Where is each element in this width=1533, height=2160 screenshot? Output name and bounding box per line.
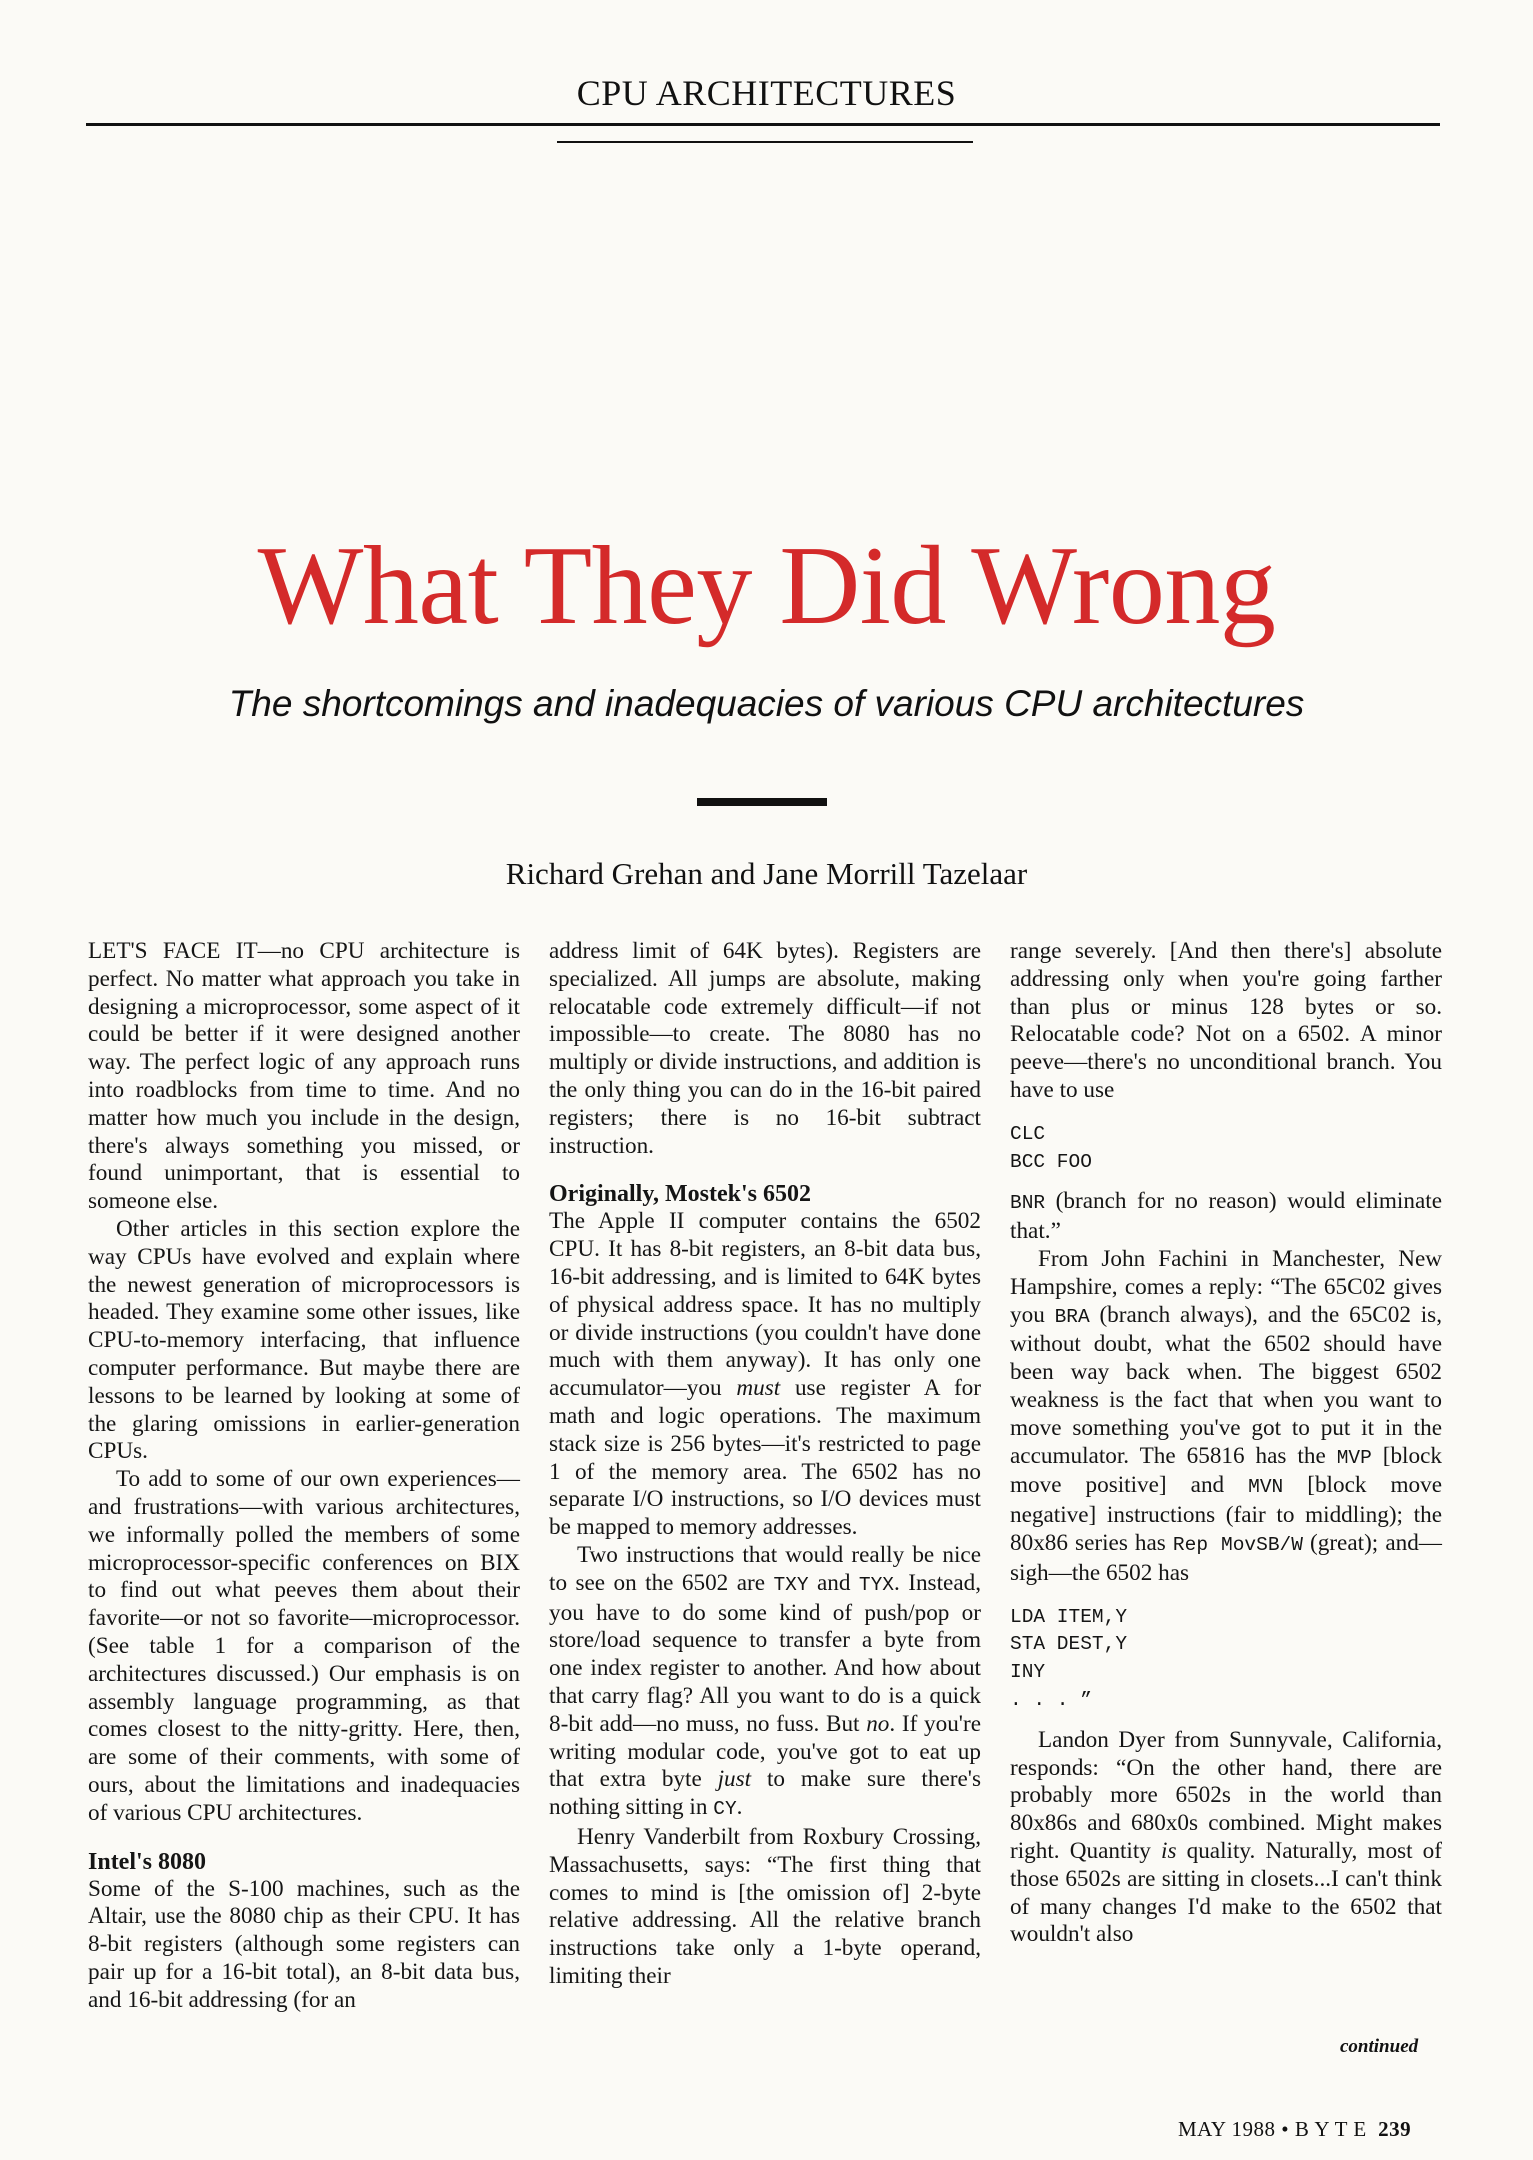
section-title: CPU ARCHITECTURES [576,73,957,113]
paragraph: range severely. [And then there's] absolute addressing only when you're going farther than plus or minus 128 bytes or so. Relocatable code? Not on a 6502. A minor peeve—there's no unconditional branch. You have to use [1010,938,1442,1103]
page-folio: MAY 1988 • B Y T E 239 [1178,2117,1412,2141]
continued-label: continued [1340,2036,1419,2057]
paragraph: The Apple II computer contains the 6502 CPU. It has 8-bit registers, an 8-bit data bus, 16-bit addressing, and is limited to 64K bytes of physical address space. It has no multiply or divide instructions (you couldn't have done much with them anyway). It has only one accumulator—you must use register A for math and logic operations. The maximum stack size is 256 bytes—it's restricted to page 1 of the memory area. The 6502 has no separate I/O instructions, so I/O devices must be mapped to memory addresses. [549,1208,981,1541]
column-2 [549,938,981,1991]
article-title: What They Did Wrong [257,524,1276,648]
header-subrule [557,141,973,143]
subhead-6502: Originally, Mostek's 6502 [549,1181,812,1208]
paragraph: Landon Dyer from Sunnyvale, California, responds: “On the other hand, there are probably more 6502s in the world than 80x86s and 680x0s combined. Might makes right. Quantity is quality. Naturally, most of those 6502s are sitting in closets...I can't think of many changes I'd make to the 6502 that wouldn't also [1010,1726,1442,1948]
paragraph: address limit of 64K bytes). Registers are specialized. All jumps are absolute, making relocatable code extremely difficult—if not impossible—to create. The 8080 has no multiply or divide instructions, and addition is the only thing you can do in the 16-bit paired registers; there is no 16-bit subtract instruction. [549,938,981,1159]
column-1 [88,938,520,2014]
deck-divider [697,798,827,806]
page-number: 239 [1378,2117,1412,2141]
article-deck: The shortcomings and inadequacies of various CPU architectures [228,683,1305,724]
code-listing: LDA ITEM,Y STA DEST,Y INY . . . ” [1010,1605,1128,1711]
column-3 [1010,938,1442,1949]
paragraph: Other articles in this section explore the way CPUs have evolved and explain where the newest generation of microprocessors is headed. They examine some other issues, like CPU-to-memory interfacing, that influence computer performance. But maybe there are lessons to be learned by looking at some of the glaring omissions in earlier-generation CPUs. [88,1215,520,1465]
subhead-8080: Intel's 8080 [88,1848,207,1875]
paragraph: BNR (branch for no reason) would eliminate that.” [1010,1188,1442,1245]
paragraph: Henry Vanderbilt from Roxbury Crossing, Massachusetts, says: “The first thing that comes to mind is [the omission of] 2-byte relative addressing. All the relative branch instructions take only a 1-byte operand, limiting their [549,1823,981,1989]
header-rule [86,123,1440,126]
paragraph: LET'S FACE IT—no CPU architecture is perfect. No matter what approach you take in designing a microprocessor, some aspect of it could be better if it were designed another way. The perfect logic of any approach runs into roadblocks from time to time. And no matter how much you include in the design, there's always something you missed, or found unimportant, that is essential to someone else. [88,938,520,1215]
paragraph: To add to some of our own experiences—and frustrations—with various architectures, we informally polled the members of some microprocessor-specific conferences on BIX to find out what peeves them about their favorite—or not so favorite—microprocessor. (See table 1 for a comparison of the architectures discussed.) Our emphasis is on assembly language programming, as that comes closest to the nitty-gritty. Here, then, are some of their comments, with some of ours, about the limitations and inadequacies of various CPU architectures. [88,1466,520,1826]
article-byline: Richard Grehan and Jane Morrill Tazelaar [505,856,1028,891]
paragraph: Two instructions that would really be nice to see on the 6502 are TXY and TYX. Instead, you have to do some kind of push/pop or store/load sequence to transfer a byte from one index register to another. And how about that carry flag? All you want to do is a quick 8-bit add—no muss, no fuss. But no. If you're writing modular code, you've got to eat up that extra byte just to make sure there's nothing sitting in CY. [549,1541,982,1821]
paragraph: Some of the S-100 machines, such as the Altair, use the 8080 chip as their CPU. It has 8-bit registers (although some registers can pair up for a 16-bit total), an 8-bit data bus, and 16-bit addressing (for an [88,1875,520,2013]
paragraph: From John Fachini in Manchester, New Hampshire, comes a reply: “The 65C02 gives you BRA (branch always), and the 65C02 is, without doubt, what the 6502 should have been way back when. The biggest 6502 weakness is the fact that when you want to move something you've got to put it in the accumulator. The 65816 has the MVP [block move positive] and MVN [block move negative] instructions (fair to middling); the 80x86 series has Rep MovSB/W (great); and—sigh—the 6502 has [1010,1245,1442,1586]
code-listing: CLC BCC FOO [1010,1122,1092,1173]
